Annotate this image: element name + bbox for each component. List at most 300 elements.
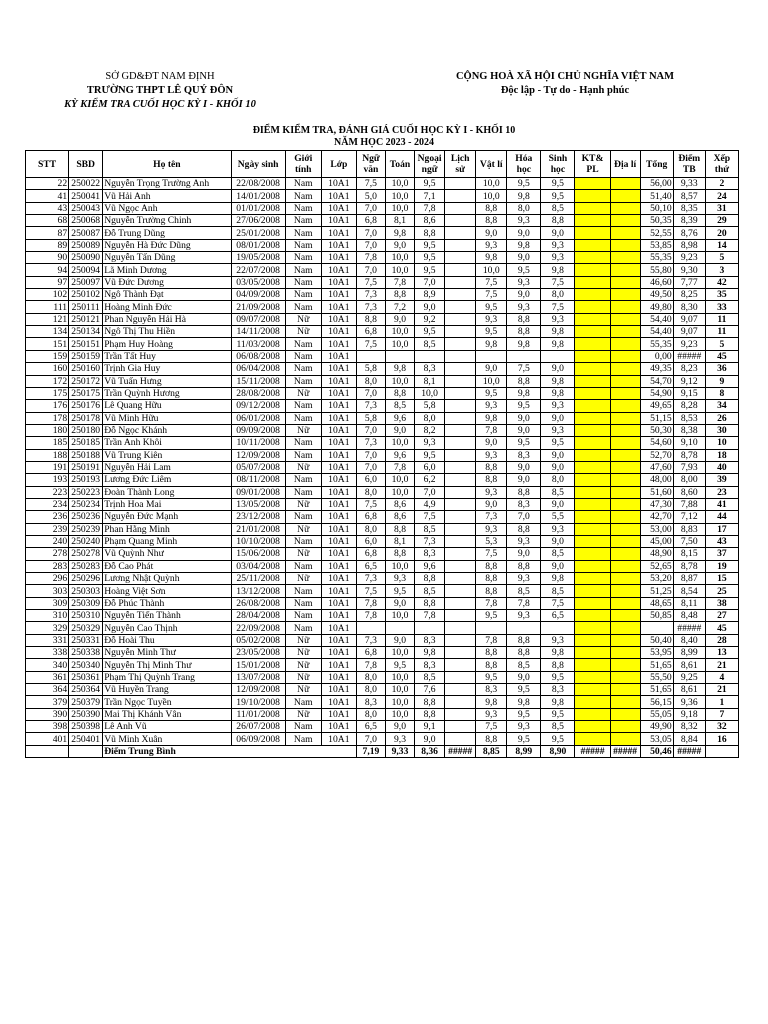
- table-cell: 8,8: [507, 326, 541, 338]
- table-cell: [69, 745, 103, 757]
- table-cell: 10,0: [385, 375, 414, 387]
- table-cell: 5,8: [356, 412, 385, 424]
- table-cell: [575, 400, 610, 412]
- table-cell: 08/01/2008: [231, 239, 285, 251]
- table-cell: 6,8: [356, 647, 385, 659]
- table-cell: [575, 622, 610, 634]
- table-cell: 43: [705, 535, 738, 547]
- table-cell: 68: [26, 215, 69, 227]
- table-cell: 01/01/2008: [231, 202, 285, 214]
- table-cell: 10A1: [321, 289, 356, 301]
- table-cell: 9,3: [541, 634, 575, 646]
- table-cell: 25/01/2008: [231, 227, 285, 239]
- table-cell: 50,40: [640, 634, 673, 646]
- header-left: [40, 70, 280, 112]
- table-cell: 10A1: [321, 350, 356, 362]
- table-cell: 9,3: [541, 424, 575, 436]
- table-row: [26, 610, 739, 622]
- table-cell: 223: [26, 486, 69, 498]
- table-cell: [445, 523, 476, 535]
- table-cell: 9,0: [476, 437, 507, 449]
- table-cell: 8,3: [415, 659, 445, 671]
- table-cell: [575, 560, 610, 572]
- average-cell: #####: [445, 745, 476, 757]
- table-cell: 9,5: [541, 671, 575, 683]
- table-cell: 19/10/2008: [231, 696, 285, 708]
- table-cell: 9,0: [541, 363, 575, 375]
- table-cell: [575, 350, 610, 362]
- table-cell: 08/11/2008: [231, 474, 285, 486]
- table-cell: 8,8: [507, 634, 541, 646]
- table-cell: Nam: [285, 437, 321, 449]
- table-cell: [575, 486, 610, 498]
- table-cell: 54,60: [640, 437, 673, 449]
- table-cell: 250160: [69, 363, 103, 375]
- table-row: [26, 437, 739, 449]
- table-cell: 250223: [69, 486, 103, 498]
- table-cell: 9,8: [476, 338, 507, 350]
- table-cell: 10A1: [321, 535, 356, 547]
- table-cell: [610, 227, 640, 239]
- table-cell: [445, 363, 476, 375]
- table-cell: 50,10: [640, 202, 673, 214]
- table-cell: 23: [705, 486, 738, 498]
- table-cell: 10,0: [415, 387, 445, 399]
- table-cell: [610, 178, 640, 190]
- table-cell: 7,3: [356, 634, 385, 646]
- table-cell: Nguyễn Minh Thư: [103, 647, 231, 659]
- table-cell: [507, 350, 541, 362]
- table-cell: 9,5: [541, 708, 575, 720]
- table-cell: 296: [26, 573, 69, 585]
- table-cell: 234: [26, 498, 69, 510]
- table-cell: 250234: [69, 498, 103, 510]
- column-header: Vật lí: [476, 151, 507, 178]
- table-cell: 7,93: [673, 461, 705, 473]
- table-row: [26, 215, 739, 227]
- table-cell: [575, 338, 610, 350]
- table-cell: 10A1: [321, 647, 356, 659]
- average-cell: 8,36: [415, 745, 445, 757]
- table-cell: [575, 326, 610, 338]
- table-cell: 9,0: [415, 301, 445, 313]
- table-cell: [610, 190, 640, 202]
- table-cell: 8,8: [415, 573, 445, 585]
- table-cell: [575, 190, 610, 202]
- table-cell: Vũ Minh Xuân: [103, 733, 231, 745]
- table-row: [26, 387, 739, 399]
- table-cell: 11: [705, 313, 738, 325]
- table-cell: 12/09/2008: [231, 684, 285, 696]
- table-cell: 33: [705, 301, 738, 313]
- table-cell: [610, 338, 640, 350]
- table-cell: 9,5: [507, 708, 541, 720]
- table-cell: 250090: [69, 252, 103, 264]
- table-cell: Nguyễn Hà Đức Dũng: [103, 239, 231, 251]
- table-cell: 42,70: [640, 511, 673, 523]
- table-cell: 10A1: [321, 597, 356, 609]
- column-header: Tổng: [640, 151, 673, 178]
- table-cell: 239: [26, 523, 69, 535]
- table-cell: [575, 202, 610, 214]
- table-cell: 9,8: [476, 252, 507, 264]
- table-cell: 9,3: [507, 610, 541, 622]
- table-cell: 49,80: [640, 301, 673, 313]
- table-cell: [385, 350, 414, 362]
- table-cell: 55,50: [640, 671, 673, 683]
- table-cell: Vũ Tuấn Hưng: [103, 375, 231, 387]
- table-cell: 10A1: [321, 486, 356, 498]
- table-cell: 9,8: [541, 647, 575, 659]
- table-cell: 9,6: [385, 449, 414, 461]
- table-cell: 7,5: [356, 585, 385, 597]
- table-cell: 49,35: [640, 363, 673, 375]
- table-cell: Đoàn Thành Long: [103, 486, 231, 498]
- table-cell: [26, 745, 69, 757]
- table-cell: Nam: [285, 610, 321, 622]
- table-cell: Hoàng Minh Đức: [103, 301, 231, 313]
- table-cell: 21: [705, 659, 738, 671]
- table-cell: Phan Nguyễn Hải Hà: [103, 313, 231, 325]
- table-cell: [445, 461, 476, 473]
- table-cell: 10A1: [321, 523, 356, 535]
- table-cell: 9,5: [507, 400, 541, 412]
- table-cell: 53,20: [640, 573, 673, 585]
- table-cell: Trịnh Hoa Mai: [103, 498, 231, 510]
- table-cell: Nam: [285, 511, 321, 523]
- table-cell: 390: [26, 708, 69, 720]
- table-cell: 250278: [69, 548, 103, 560]
- table-cell: [610, 387, 640, 399]
- table-row: [26, 535, 739, 547]
- table-cell: 8,30: [673, 301, 705, 313]
- table-cell: 6,8: [356, 215, 385, 227]
- table-header-row: [26, 151, 739, 178]
- table-cell: 10A1: [321, 560, 356, 572]
- table-cell: [640, 622, 673, 634]
- table-cell: Nam: [285, 560, 321, 572]
- table-cell: 13: [705, 647, 738, 659]
- table-cell: 9,8: [507, 338, 541, 350]
- average-cell: #####: [575, 745, 610, 757]
- column-header: Họ tên: [103, 151, 231, 178]
- table-cell: 250239: [69, 523, 103, 535]
- table-cell: 8,6: [385, 511, 414, 523]
- table-cell: [575, 498, 610, 510]
- table-cell: 06/01/2008: [231, 412, 285, 424]
- table-cell: 23/05/2008: [231, 647, 285, 659]
- table-cell: 13/12/2008: [231, 585, 285, 597]
- table-cell: 53,85: [640, 239, 673, 251]
- table-cell: 9,0: [541, 535, 575, 547]
- table-cell: 9: [705, 375, 738, 387]
- table-cell: 9,0: [541, 560, 575, 572]
- table-cell: 303: [26, 585, 69, 597]
- table-row: [26, 560, 739, 572]
- table-cell: 05/02/2008: [231, 634, 285, 646]
- table-cell: Nam: [285, 622, 321, 634]
- table-cell: 9,8: [385, 363, 414, 375]
- table-cell: 8,5: [415, 523, 445, 535]
- table-cell: 250111: [69, 301, 103, 313]
- table-cell: 06/09/2008: [231, 733, 285, 745]
- table-cell: [575, 215, 610, 227]
- column-header: Xếp thứ: [705, 151, 738, 178]
- table-cell: 25/11/2008: [231, 573, 285, 585]
- table-cell: 10,0: [476, 264, 507, 276]
- table-cell: Ngô Thành Đạt: [103, 289, 231, 301]
- table-cell: 9,0: [541, 412, 575, 424]
- column-header: Toán: [385, 151, 414, 178]
- table-cell: 8,00: [673, 474, 705, 486]
- table-cell: [610, 498, 640, 510]
- table-cell: 172: [26, 375, 69, 387]
- table-cell: 7,8: [476, 597, 507, 609]
- table-row: [26, 190, 739, 202]
- table-cell: Nữ: [285, 684, 321, 696]
- table-cell: [541, 350, 575, 362]
- table-cell: 10A1: [321, 585, 356, 597]
- table-cell: 15/11/2008: [231, 375, 285, 387]
- table-cell: 8,5: [507, 585, 541, 597]
- table-cell: 364: [26, 684, 69, 696]
- table-cell: [445, 498, 476, 510]
- table-cell: Phạm Quang Minh: [103, 535, 231, 547]
- table-cell: [575, 424, 610, 436]
- table-cell: 9,0: [385, 634, 414, 646]
- table-cell: [575, 239, 610, 251]
- table-cell: Trần Anh Khôi: [103, 437, 231, 449]
- table-cell: Nam: [285, 400, 321, 412]
- table-cell: Vũ Quỳnh Như: [103, 548, 231, 560]
- table-cell: Lương Nhật Quỳnh: [103, 573, 231, 585]
- table-cell: Vũ Huyền Trang: [103, 684, 231, 696]
- table-cell: [445, 548, 476, 560]
- table-cell: Phạm Huy Hoàng: [103, 338, 231, 350]
- table-cell: 10A1: [321, 708, 356, 720]
- table-cell: Nữ: [285, 659, 321, 671]
- table-cell: 338: [26, 647, 69, 659]
- table-cell: 06/08/2008: [231, 350, 285, 362]
- table-cell: 11/01/2008: [231, 708, 285, 720]
- table-cell: 8,8: [476, 659, 507, 671]
- table-cell: [610, 622, 640, 634]
- table-cell: 10A1: [321, 671, 356, 683]
- table-cell: 8,0: [356, 684, 385, 696]
- table-cell: [445, 597, 476, 609]
- table-row: [26, 523, 739, 535]
- table-cell: 10A1: [321, 659, 356, 671]
- table-cell: 87: [26, 227, 69, 239]
- table-cell: [445, 313, 476, 325]
- table-cell: 8,9: [415, 289, 445, 301]
- table-cell: 9,5: [507, 264, 541, 276]
- table-cell: 178: [26, 412, 69, 424]
- table-row: [26, 227, 739, 239]
- table-cell: 15/01/2008: [231, 659, 285, 671]
- table-cell: 8,23: [673, 363, 705, 375]
- table-cell: 9,0: [385, 313, 414, 325]
- table-cell: Mai Thị Khánh Vân: [103, 708, 231, 720]
- table-cell: 9,5: [541, 733, 575, 745]
- table-cell: 9,6: [385, 412, 414, 424]
- average-cell: [705, 745, 738, 757]
- table-cell: 9,07: [673, 326, 705, 338]
- table-cell: [610, 252, 640, 264]
- table-cell: 54,70: [640, 375, 673, 387]
- table-cell: 51,60: [640, 486, 673, 498]
- table-cell: 10A1: [321, 437, 356, 449]
- table-cell: 52,70: [640, 449, 673, 461]
- table-cell: 8,5: [541, 548, 575, 560]
- table-cell: [356, 350, 385, 362]
- table-cell: 250094: [69, 264, 103, 276]
- table-cell: 9,5: [415, 239, 445, 251]
- table-cell: 03/05/2008: [231, 276, 285, 288]
- table-cell: 7,5: [507, 363, 541, 375]
- table-cell: 250176: [69, 400, 103, 412]
- table-cell: 8,8: [507, 375, 541, 387]
- table-cell: Nguyễn Trường Chinh: [103, 215, 231, 227]
- table-cell: 10: [705, 437, 738, 449]
- table-cell: 45,00: [640, 535, 673, 547]
- table-cell: [445, 585, 476, 597]
- table-cell: 46,60: [640, 276, 673, 288]
- table-cell: Nguyễn Trọng Trường Anh: [103, 178, 231, 190]
- table-cell: 250329: [69, 622, 103, 634]
- table-cell: [610, 202, 640, 214]
- table-row: [26, 252, 739, 264]
- table-cell: 10A1: [321, 326, 356, 338]
- table-cell: 7,3: [356, 573, 385, 585]
- table-cell: 6,8: [356, 326, 385, 338]
- table-cell: Trịnh Gia Huy: [103, 363, 231, 375]
- table-cell: Vũ Minh Hữu: [103, 412, 231, 424]
- table-cell: [575, 511, 610, 523]
- table-body: [26, 178, 739, 758]
- table-cell: 250121: [69, 313, 103, 325]
- table-cell: 26: [705, 412, 738, 424]
- table-cell: 7,12: [673, 511, 705, 523]
- table-cell: 7,5: [356, 338, 385, 350]
- table-cell: 7,0: [356, 424, 385, 436]
- table-cell: 9,23: [673, 338, 705, 350]
- average-cell: 7,19: [356, 745, 385, 757]
- table-cell: Nam: [285, 276, 321, 288]
- table-cell: 8,35: [673, 202, 705, 214]
- table-cell: 4: [705, 671, 738, 683]
- table-cell: 3: [705, 264, 738, 276]
- table-row: [26, 301, 739, 313]
- table-cell: [610, 486, 640, 498]
- table-cell: [445, 647, 476, 659]
- table-cell: 9,5: [476, 387, 507, 399]
- table-cell: 9,0: [507, 289, 541, 301]
- table-cell: 8,83: [673, 523, 705, 535]
- table-cell: 7,8: [476, 424, 507, 436]
- table-cell: 45: [705, 622, 738, 634]
- table-cell: [575, 535, 610, 547]
- table-cell: [575, 721, 610, 733]
- table-cell: 10A1: [321, 548, 356, 560]
- table-row: [26, 424, 739, 436]
- table-cell: [445, 264, 476, 276]
- table-cell: [445, 227, 476, 239]
- table-cell: [445, 474, 476, 486]
- table-cell: 8,8: [541, 215, 575, 227]
- table-row: [26, 239, 739, 251]
- table-cell: 7,3: [356, 289, 385, 301]
- table-cell: 9,5: [507, 178, 541, 190]
- table-cell: [610, 733, 640, 745]
- table-cell: 31: [705, 202, 738, 214]
- table-cell: 250240: [69, 535, 103, 547]
- table-cell: 9,8: [541, 338, 575, 350]
- table-cell: [575, 733, 610, 745]
- table-cell: 10A1: [321, 400, 356, 412]
- table-cell: Nam: [285, 202, 321, 214]
- table-cell: Nam: [285, 252, 321, 264]
- table-cell: 8,5: [541, 202, 575, 214]
- table-cell: [575, 610, 610, 622]
- table-cell: [575, 634, 610, 646]
- table-cell: Nguyễn Cao Thịnh: [103, 622, 231, 634]
- table-cell: 34: [705, 400, 738, 412]
- table-row: [26, 622, 739, 634]
- table-cell: [610, 301, 640, 313]
- table-cell: 10A1: [321, 239, 356, 251]
- table-cell: 5: [705, 338, 738, 350]
- table-cell: 9,0: [507, 227, 541, 239]
- table-cell: 7,5: [356, 178, 385, 190]
- table-cell: 9,3: [507, 276, 541, 288]
- table-cell: 10A1: [321, 474, 356, 486]
- table-cell: 10,0: [385, 560, 414, 572]
- table-cell: Nữ: [285, 424, 321, 436]
- table-cell: [610, 708, 640, 720]
- table-row: [26, 178, 739, 190]
- table-cell: Vũ Ngọc Anh: [103, 202, 231, 214]
- table-cell: 250303: [69, 585, 103, 597]
- table-cell: Nữ: [285, 647, 321, 659]
- table-cell: 10A1: [321, 363, 356, 375]
- table-cell: 22/09/2008: [231, 622, 285, 634]
- table-cell: [610, 573, 640, 585]
- table-cell: [445, 350, 476, 362]
- table-cell: 8,8: [507, 560, 541, 572]
- table-cell: #####: [673, 622, 705, 634]
- table-row: [26, 585, 739, 597]
- table-cell: 90: [26, 252, 69, 264]
- motto: Độc lập - Tự do - Hạnh phúc: [500, 85, 630, 96]
- table-cell: 9,12: [673, 375, 705, 387]
- table-cell: [575, 178, 610, 190]
- table-cell: Vũ Đức Dương: [103, 276, 231, 288]
- table-cell: 180: [26, 424, 69, 436]
- table-cell: 27: [705, 610, 738, 622]
- table-cell: [575, 363, 610, 375]
- table-cell: 50,30: [640, 424, 673, 436]
- table-cell: 25: [705, 585, 738, 597]
- table-cell: 8,61: [673, 684, 705, 696]
- table-cell: [610, 560, 640, 572]
- table-cell: 28: [705, 634, 738, 646]
- table-cell: 26/07/2008: [231, 721, 285, 733]
- table-row: [26, 412, 739, 424]
- table-cell: [445, 721, 476, 733]
- table-cell: 53,00: [640, 523, 673, 535]
- table-cell: 7,8: [356, 659, 385, 671]
